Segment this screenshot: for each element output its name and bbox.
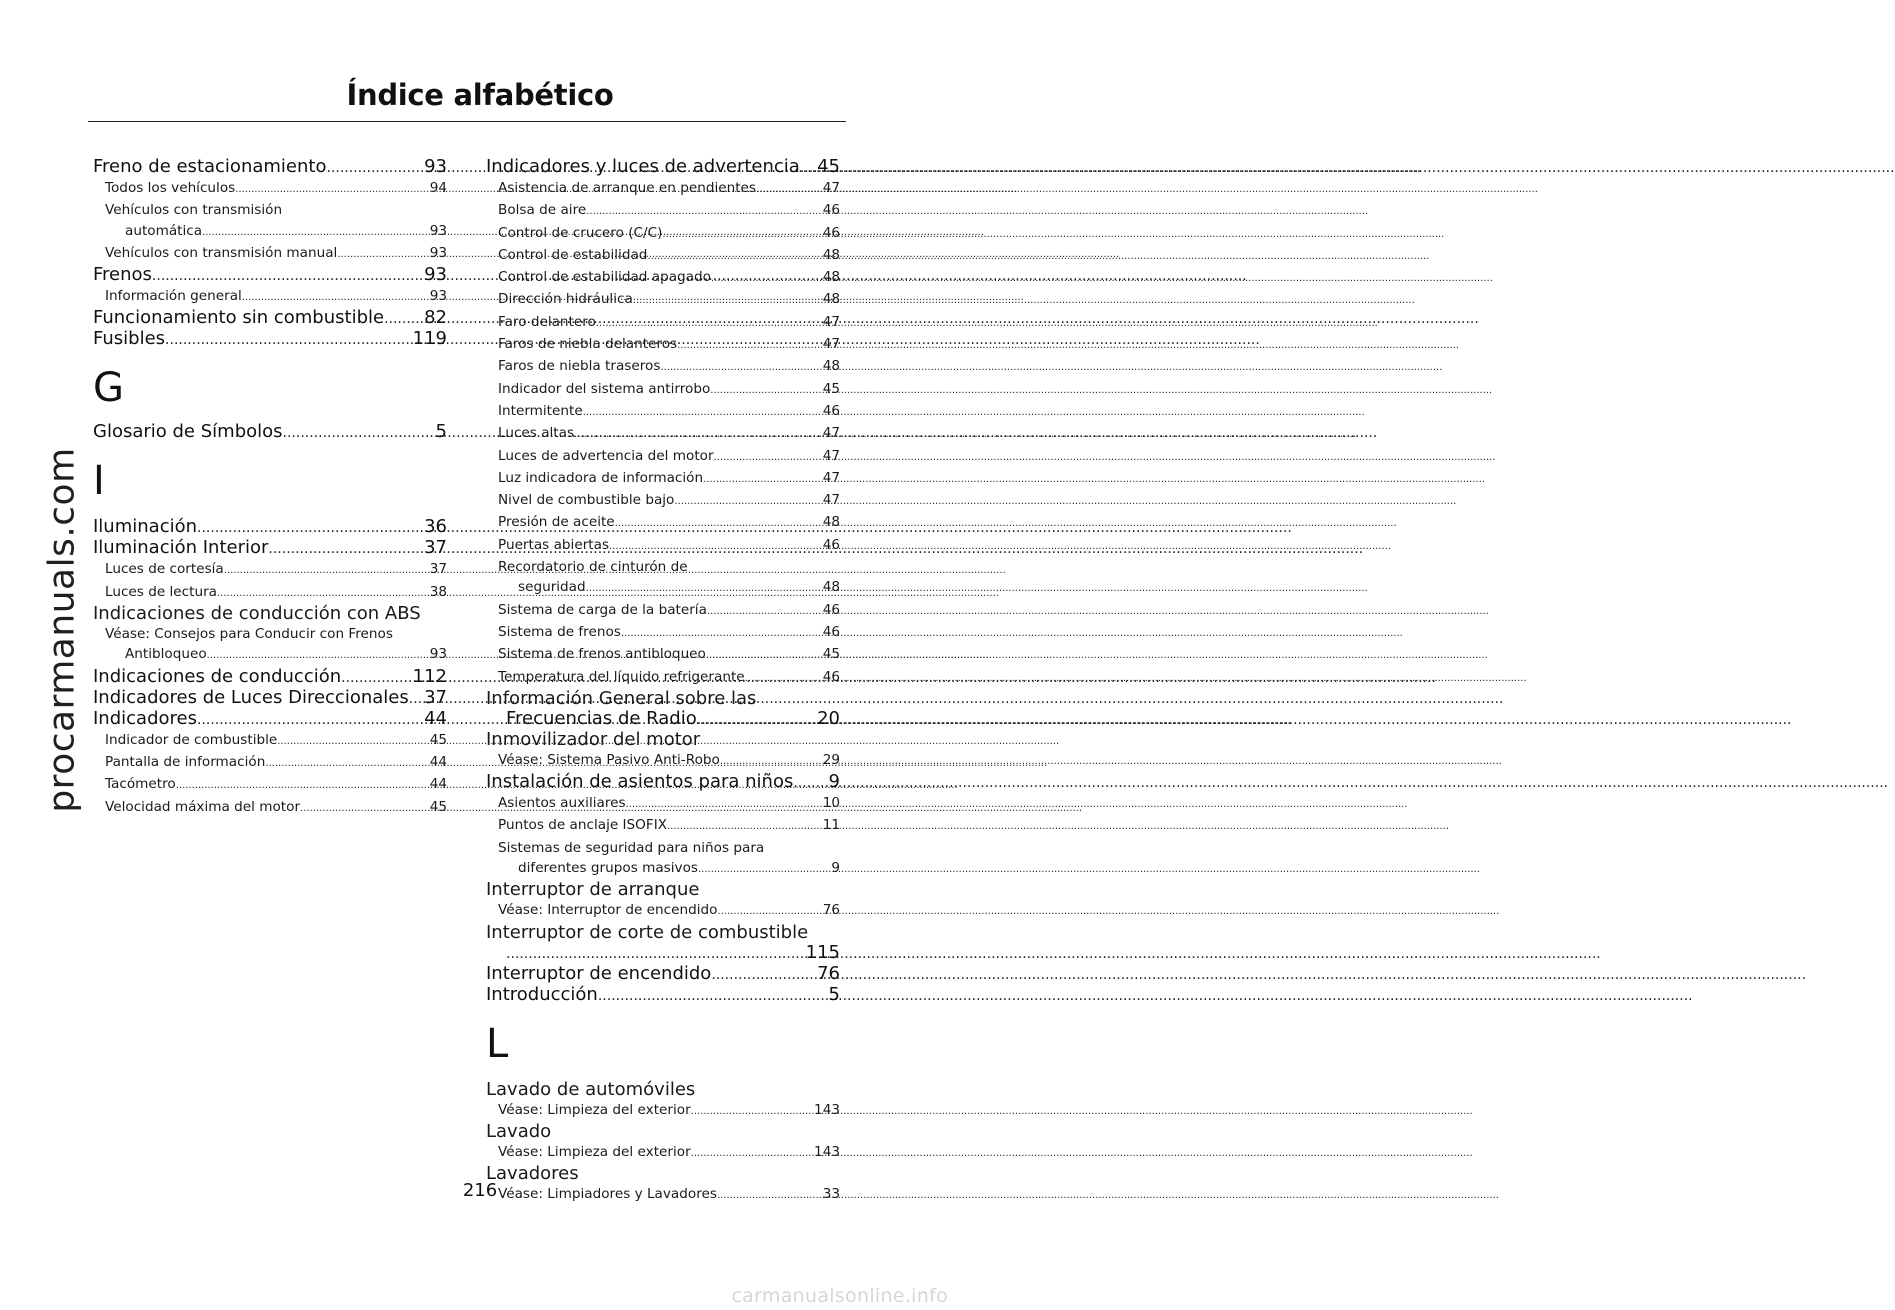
- index-subentry[interactable]: Vehículos con transmisión manual ..... 93: [93, 243, 447, 265]
- index-entry[interactable]: Interruptor de encendido ..... 76: [486, 964, 840, 985]
- index-subentry[interactable]: Faro delantero ..... 47: [486, 312, 840, 334]
- index-column-left: [93, 157, 447, 819]
- index-subentry[interactable]: Indicador del sistema antirrobo ..... 45: [486, 379, 840, 401]
- index-subentry[interactable]: Pantalla de información ..... 44: [93, 752, 447, 774]
- watermark-text: procarmanuals.com: [41, 447, 83, 813]
- index-subentry[interactable]: Presión de aceite ..... 48: [486, 512, 840, 534]
- index-subentry[interactable]: Faros de niebla delanteros ..... 47: [486, 334, 840, 356]
- index-subentry[interactable]: Puertas abiertas ..... 46: [486, 535, 840, 557]
- index-subentry[interactable]: Velocidad máxima del motor ..... 45: [93, 797, 447, 819]
- index-subentry[interactable]: Tacómetro ..... 44: [93, 774, 447, 796]
- index-subentry-heading: Sistemas de seguridad para niños para: [498, 839, 765, 856]
- index-entry-heading: Lavado de automóviles: [486, 1078, 696, 1100]
- index-subentry[interactable]: Luz indicadora de información ..... 47: [486, 468, 840, 490]
- index-subentry[interactable]: seguridad ..... 48: [486, 577, 840, 599]
- index-subentry[interactable]: Véase: Limpiadores y Lavadores ..... 33: [486, 1184, 840, 1206]
- index-subentry[interactable]: Control de estabilidad ..... 48: [486, 245, 840, 267]
- index-subentry-heading: Vehículos con transmisión: [105, 202, 283, 219]
- index-entry-heading: Lavadores: [486, 1163, 579, 1185]
- section-letter-g: G: [93, 365, 124, 412]
- index-entry[interactable]: ..... 115: [486, 943, 840, 964]
- index-subentry[interactable]: Luces altas ..... 47: [486, 423, 840, 445]
- index-entry-heading: Interruptor de corte de combustible: [486, 921, 809, 943]
- index-entry[interactable]: Glosario de Símbolos ..... 5: [93, 422, 447, 443]
- index-subentry[interactable]: Véase: Sistema Pasivo Anti-Robo ..... 29: [486, 750, 840, 772]
- index-subentry[interactable]: Sistema de carga de la batería ..... 46: [486, 600, 840, 622]
- index-subentry[interactable]: Sistema de frenos ..... 46: [486, 622, 840, 644]
- index-subentry[interactable]: Dirección hidráulica ..... 48: [486, 289, 840, 311]
- index-subentry[interactable]: automática ..... 93: [93, 221, 447, 243]
- warning-lights-list-2: [486, 600, 840, 689]
- index-subentry[interactable]: Faros de niebla traseros ..... 48: [486, 356, 840, 378]
- index-entry[interactable]: Iluminación ..... 36: [93, 517, 447, 538]
- index-subentry[interactable]: Antibloqueo ..... 93: [93, 644, 447, 666]
- index-entry[interactable]: Fusibles ..... 119: [93, 329, 447, 350]
- index-subentry[interactable]: Luces de cortesía ..... 37: [93, 559, 447, 581]
- section-letter-l: L: [486, 1020, 509, 1067]
- index-entry[interactable]: Indicaciones de conducción ..... 112: [93, 667, 447, 688]
- footer-watermark: carmanualsonline.info: [731, 1285, 948, 1307]
- index-subentry[interactable]: Véase: Limpieza del exterior ..... 143: [486, 1142, 840, 1164]
- index-entry[interactable]: Introducción ..... 5: [486, 985, 840, 1006]
- index-subentry[interactable]: Véase: Interruptor de encendido ..... 76: [486, 900, 840, 922]
- index-subentry[interactable]: Indicador de combustible ..... 45: [93, 730, 447, 752]
- index-subentry[interactable]: Luces de advertencia del motor ..... 47: [486, 446, 840, 468]
- index-entry-heading: Información General sobre las: [486, 687, 757, 709]
- index-entry[interactable]: Indicadores de Luces Direccionales ..... 37: [93, 688, 447, 709]
- index-entry[interactable]: Funcionamiento sin combustible ..... 82: [93, 308, 447, 329]
- watermark: [41, 447, 83, 813]
- index-subentry[interactable]: Asientos auxiliares ..... 10: [486, 793, 840, 815]
- index-subentry[interactable]: Véase: Limpieza del exterior ..... 143: [486, 1100, 840, 1122]
- title-divider: [88, 121, 846, 122]
- index-subentry[interactable]: Bolsa de aire ..... 46: [486, 200, 840, 222]
- index-subentry[interactable]: Nivel de combustible bajo ..... 47: [486, 490, 840, 512]
- index-entry[interactable]: Iluminación Interior ..... 37: [93, 538, 447, 559]
- index-subentry[interactable]: Todos los vehículos ..... 94: [93, 178, 447, 200]
- page-title: Índice alfabético: [346, 78, 614, 112]
- section-letter-i: I: [93, 458, 105, 505]
- index-subentry[interactable]: Puntos de anclaje ISOFIX ..... 11: [486, 815, 840, 837]
- index-subentry[interactable]: Asistencia de arranque en pendientes ..... 47: [486, 178, 840, 200]
- index-entry[interactable]: Indicadores y luces de advertencia ..... 45: [486, 157, 840, 178]
- index-subentry[interactable]: Luces de lectura ..... 38: [93, 582, 447, 604]
- index-entry[interactable]: Freno de estacionamiento ..... 93: [93, 157, 447, 178]
- index-subentry[interactable]: Información general ..... 93: [93, 286, 447, 308]
- index-column-right: [486, 157, 840, 1207]
- index-entry[interactable]: Instalación de asientos para niños ..... 9: [486, 772, 840, 793]
- index-subentry[interactable]: Intermitente ..... 46: [486, 401, 840, 423]
- index-entry[interactable]: Indicadores ..... 44: [93, 709, 447, 730]
- index-entry-heading: Interruptor de arranque: [486, 879, 700, 901]
- index-entry-heading: Inmovilizador del motor: [486, 728, 701, 750]
- index-entry[interactable]: Frenos ..... 93: [93, 265, 447, 286]
- index-subentry[interactable]: Sistema de frenos antibloqueo ..... 45: [486, 644, 840, 666]
- index-entry-heading: Indicaciones de conducción con ABS: [93, 603, 421, 625]
- index-subentry[interactable]: diferentes grupos masivos ..... 9: [486, 858, 840, 880]
- index-subentry[interactable]: Temperatura del líquido refrigerante ..... 46: [486, 667, 840, 689]
- index-subentry-heading: Véase: Consejos para Conducir con Frenos: [105, 626, 393, 643]
- index-entry-heading: Lavado: [486, 1120, 552, 1142]
- index-subentry-heading: Recordatorio de cinturón de: [498, 559, 688, 576]
- index-entry[interactable]: Frecuencias de Radio ..... 20: [486, 709, 840, 730]
- index-subentry[interactable]: Control de estabilidad apagado ..... 48: [486, 267, 840, 289]
- warning-lights-list: [486, 178, 840, 557]
- page-number: 216: [462, 1180, 498, 1201]
- index-subentry[interactable]: Control de crucero (C/C) ..... 46: [486, 223, 840, 245]
